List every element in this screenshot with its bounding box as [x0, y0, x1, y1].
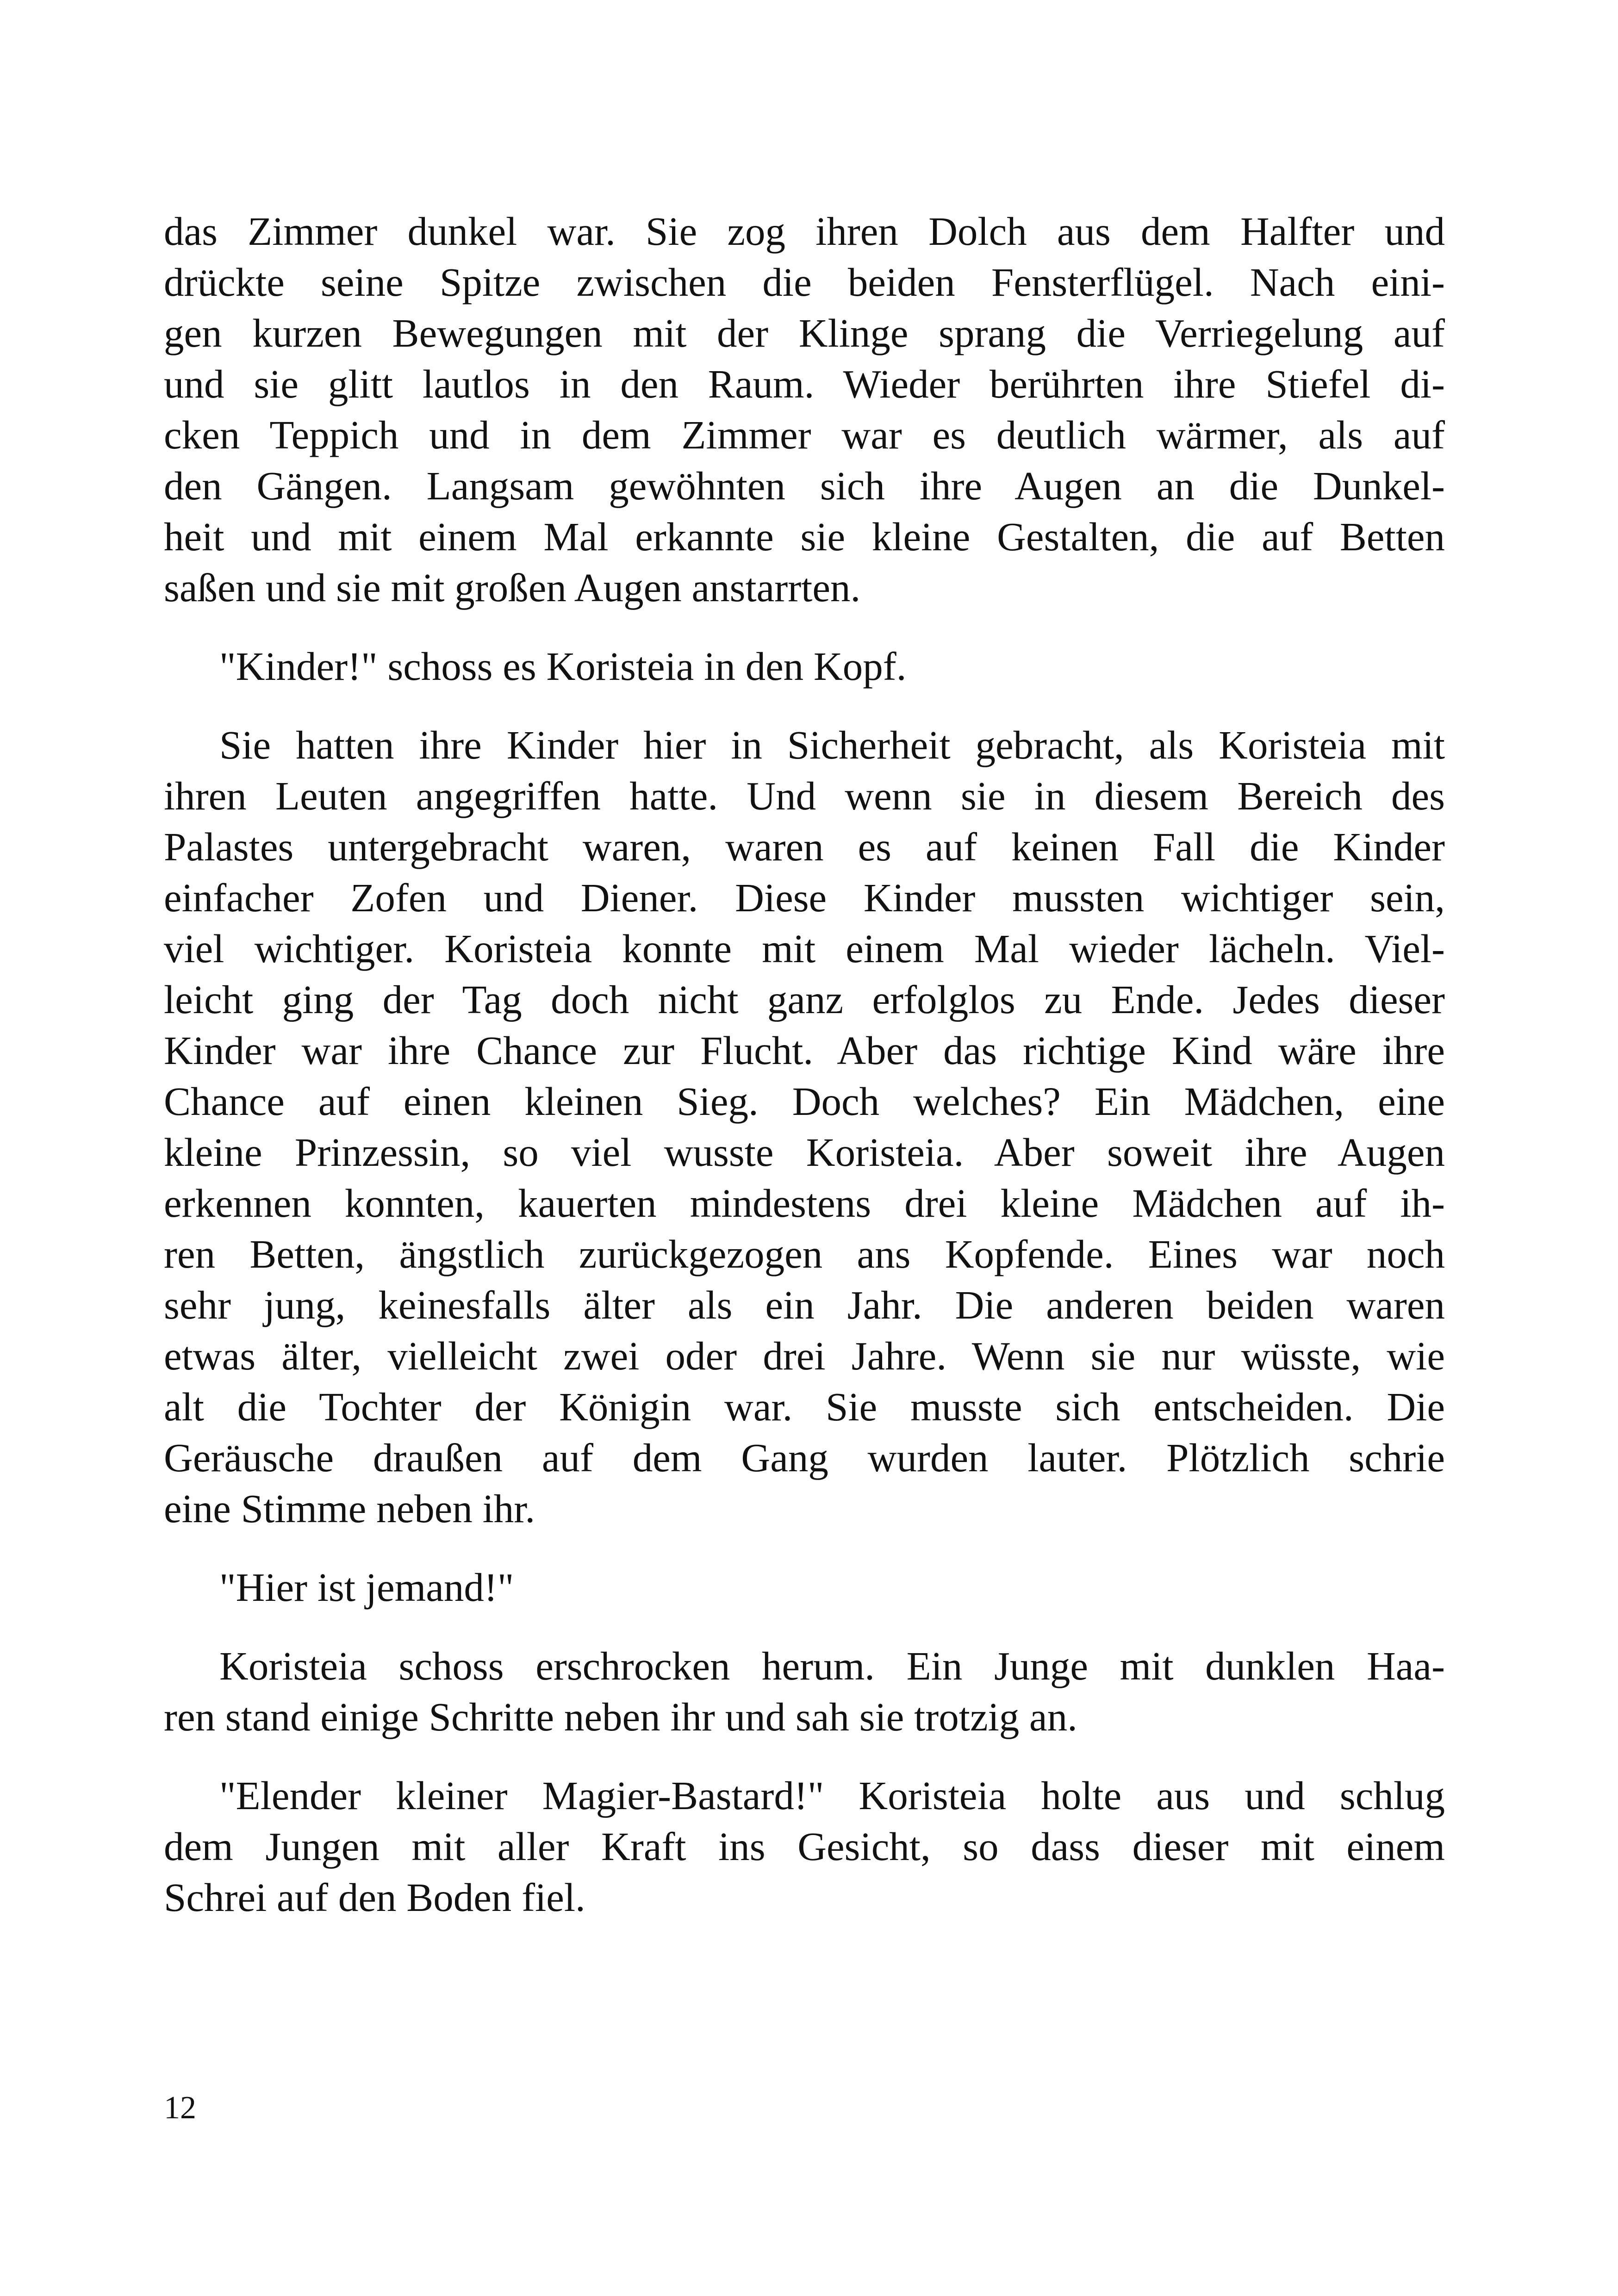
text-line: einfacher Zofen und Diener. Diese Kinder mussten wichtiger sein, [164, 875, 1445, 920]
text-line: den Gängen. Langsam gewöhnten sich ihre Augen an die Dunkel- [164, 463, 1445, 508]
text-line: saßen und sie mit großen Augen anstarrten. [164, 565, 861, 610]
text-line: Schrei auf den Boden fiel. [164, 1875, 585, 1920]
text-line: "Elender kleiner Magier-Bastard!" Koristeia holte aus und schlug [219, 1773, 1445, 1818]
text-line: Kinder war ihre Chance zur Flucht. Aber das richtige Kind wäre ihre [164, 1028, 1445, 1073]
text-line: "Hier ist jemand!" [219, 1565, 514, 1610]
text-line: Geräusche draußen auf dem Gang wurden lauter. Plötzlich schrie [164, 1435, 1445, 1480]
text-line: eine Stimme neben ihr. [164, 1486, 535, 1531]
text-line: sehr jung, keinesfalls älter als ein Jahr. Die anderen beiden waren [164, 1282, 1445, 1327]
text-line: Koristeia schoss erschrocken herum. Ein Junge mit dunklen Haa- [219, 1643, 1445, 1688]
text-line: etwas älter, vielleicht zwei oder drei Jahre. Wenn sie nur wüsste, wie [164, 1333, 1445, 1378]
text-line: heit und mit einem Mal erkannte sie kleine Gestalten, die auf Betten [164, 514, 1445, 559]
text-line: Palastes untergebracht waren, waren es auf keinen Fall die Kinder [164, 824, 1445, 869]
text-line: und sie glitt lautlos in den Raum. Wieder berührten ihre Stiefel di- [164, 361, 1445, 406]
text-line: ren stand einige Schritte neben ihr und sah sie trotzig an. [164, 1694, 1077, 1739]
text-line: dem Jungen mit aller Kraft ins Gesicht, so dass dieser mit einem [164, 1824, 1445, 1869]
text-line: kleine Prinzessin, so viel wusste Koristeia. Aber soweit ihre Augen [164, 1130, 1445, 1175]
text-line: drückte seine Spitze zwischen die beiden Fensterflügel. Nach eini- [164, 260, 1445, 305]
text-line: ihren Leuten angegriffen hatte. Und wenn sie in diesem Bereich des [164, 773, 1445, 818]
text-line: alt die Tochter der Königin war. Sie musste sich entscheiden. Die [164, 1384, 1445, 1429]
text-line: das Zimmer dunkel war. Sie zog ihren Dolch aus dem Halfter und [164, 209, 1445, 254]
text-line: "Kinder!" schoss es Koristeia in den Kopf. [219, 644, 907, 689]
page-number: 12 [164, 2090, 196, 2126]
text-line: viel wichtiger. Koristeia konnte mit einem Mal wieder lächeln. Viel- [164, 926, 1445, 971]
text-line: leicht ging der Tag doch nicht ganz erfolglos zu Ende. Jedes dieser [164, 977, 1445, 1022]
text-line: erkennen konnten, kauerten mindestens drei kleine Mädchen auf ih- [164, 1181, 1445, 1226]
text-line: Sie hatten ihre Kinder hier in Sicherheit gebracht, als Koristeia mit [219, 722, 1445, 767]
text-line: cken Teppich und in dem Zimmer war es deutlich wärmer, als auf [164, 412, 1445, 457]
text-line: Chance auf einen kleinen Sieg. Doch welches? Ein Mädchen, eine [164, 1079, 1445, 1124]
text-line: gen kurzen Bewegungen mit der Klinge sprang die Verriegelung auf [164, 311, 1445, 355]
text-line: ren Betten, ängstlich zurückgezogen ans Kopfende. Eines war noch [164, 1232, 1445, 1276]
